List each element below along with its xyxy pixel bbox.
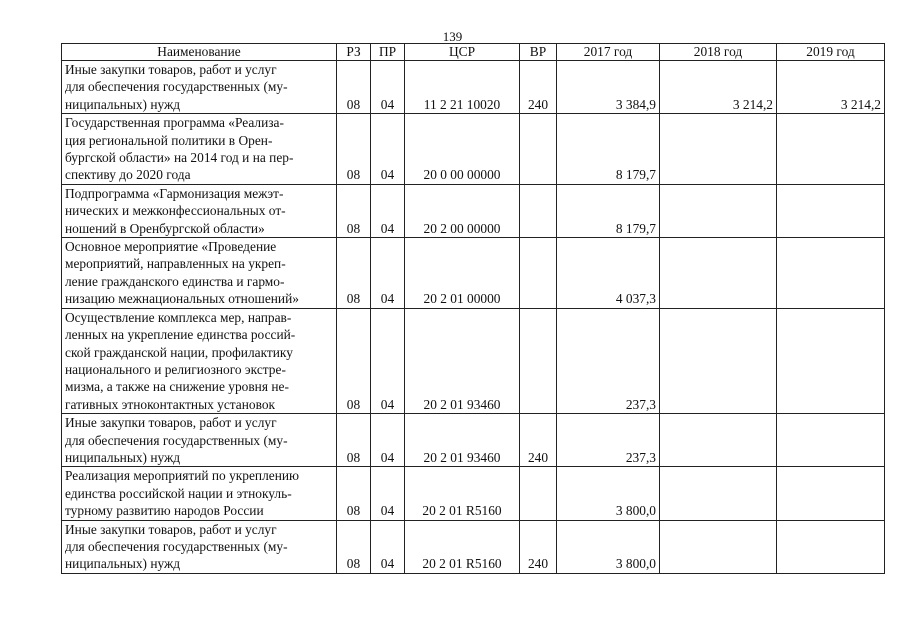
row-2017: 237,3 <box>557 414 660 467</box>
table-row <box>62 238 885 309</box>
row-2019 <box>777 467 885 520</box>
row-pr: 04 <box>371 414 405 467</box>
row-2019: 3 214,2 <box>777 61 885 114</box>
row-2018 <box>660 520 777 573</box>
row-2018 <box>660 308 777 413</box>
row-pr: 04 <box>371 520 405 573</box>
row-2018 <box>660 114 777 185</box>
row-2018 <box>660 414 777 467</box>
row-2019 <box>777 520 885 573</box>
header-vr: ВР <box>520 44 557 61</box>
row-csr: 20 2 01 R5160 <box>405 520 520 573</box>
row-2018: 3 214,2 <box>660 61 777 114</box>
row-rz: 08 <box>337 184 371 237</box>
row-2018 <box>660 467 777 520</box>
row-vr: 240 <box>520 414 557 467</box>
row-name: Подпрограмма «Гармонизация межэт- нических и межконфессиональных от- ношений в Оренбургской области» <box>62 184 337 237</box>
budget-table <box>61 43 885 574</box>
row-vr <box>520 114 557 185</box>
row-2017: 237,3 <box>557 308 660 413</box>
row-2017: 3 800,0 <box>557 520 660 573</box>
table-row <box>62 467 885 520</box>
header-2017: 2017 год <box>557 44 660 61</box>
header-pr: ПР <box>371 44 405 61</box>
row-csr: 20 2 01 00000 <box>405 238 520 309</box>
row-csr: 20 2 01 93460 <box>405 308 520 413</box>
table-row <box>62 114 885 185</box>
row-name: Осуществление комплекса мер, направ- ленных на укрепление единства россий- ской гражданской нации, профилактику национального и религиозного экстре- мизма, а также на снижение уровня не- гативных этноконтактных установок <box>62 308 337 413</box>
row-pr: 04 <box>371 308 405 413</box>
table-row <box>62 308 885 413</box>
row-2019 <box>777 184 885 237</box>
row-csr: 20 2 01 93460 <box>405 414 520 467</box>
row-name: Иные закупки товаров, работ и услуг для обеспечения государственных (му- ниципальных) нужд <box>62 414 337 467</box>
row-pr: 04 <box>371 184 405 237</box>
row-name: Основное мероприятие «Проведение мероприятий, направленных на укреп- ление гражданского единства и гармо- низацию межнациональных отношений» <box>62 238 337 309</box>
row-vr: 240 <box>520 61 557 114</box>
header-2019: 2019 год <box>777 44 885 61</box>
header-2018: 2018 год <box>660 44 777 61</box>
row-name: Государственная программа «Реализа- ция региональной политики в Орен- бургской области» на 2014 год и на пер- спективу до 2020 года <box>62 114 337 185</box>
row-2019 <box>777 308 885 413</box>
row-vr <box>520 467 557 520</box>
row-2017: 8 179,7 <box>557 114 660 185</box>
row-rz: 08 <box>337 308 371 413</box>
row-name: Реализация мероприятий по укреплению единства российской нации и этнокуль- турному развитию народов России <box>62 467 337 520</box>
row-vr <box>520 308 557 413</box>
row-2018 <box>660 238 777 309</box>
row-csr: 20 2 01 R5160 <box>405 467 520 520</box>
row-pr: 04 <box>371 61 405 114</box>
page-number: 139 <box>442 29 463 44</box>
row-pr: 04 <box>371 114 405 185</box>
row-rz: 08 <box>337 414 371 467</box>
row-vr <box>520 184 557 237</box>
row-csr: 11 2 21 10020 <box>405 61 520 114</box>
row-2017: 8 179,7 <box>557 184 660 237</box>
row-2018 <box>660 184 777 237</box>
header-rz: РЗ <box>337 44 371 61</box>
row-2019 <box>777 114 885 185</box>
row-vr: 240 <box>520 520 557 573</box>
row-pr: 04 <box>371 238 405 309</box>
row-csr: 20 2 00 00000 <box>405 184 520 237</box>
table-row <box>62 61 885 114</box>
row-rz: 08 <box>337 61 371 114</box>
row-rz: 08 <box>337 238 371 309</box>
row-2019 <box>777 238 885 309</box>
row-rz: 08 <box>337 467 371 520</box>
row-rz: 08 <box>337 114 371 185</box>
row-2017: 3 384,9 <box>557 61 660 114</box>
row-2019 <box>777 414 885 467</box>
row-rz: 08 <box>337 520 371 573</box>
header-row <box>62 44 885 61</box>
row-2017: 3 800,0 <box>557 467 660 520</box>
row-2017: 4 037,3 <box>557 238 660 309</box>
row-name: Иные закупки товаров, работ и услуг для обеспечения государственных (му- ниципальных) нужд <box>62 61 337 114</box>
row-pr: 04 <box>371 467 405 520</box>
table-row <box>62 184 885 237</box>
table-row <box>62 414 885 467</box>
row-csr: 20 0 00 00000 <box>405 114 520 185</box>
row-vr <box>520 238 557 309</box>
table-row <box>62 520 885 573</box>
row-name: Иные закупки товаров, работ и услуг для обеспечения государственных (му- ниципальных) нужд <box>62 520 337 573</box>
header-csr: ЦСР <box>405 44 520 61</box>
header-name: Наименование <box>62 44 337 61</box>
